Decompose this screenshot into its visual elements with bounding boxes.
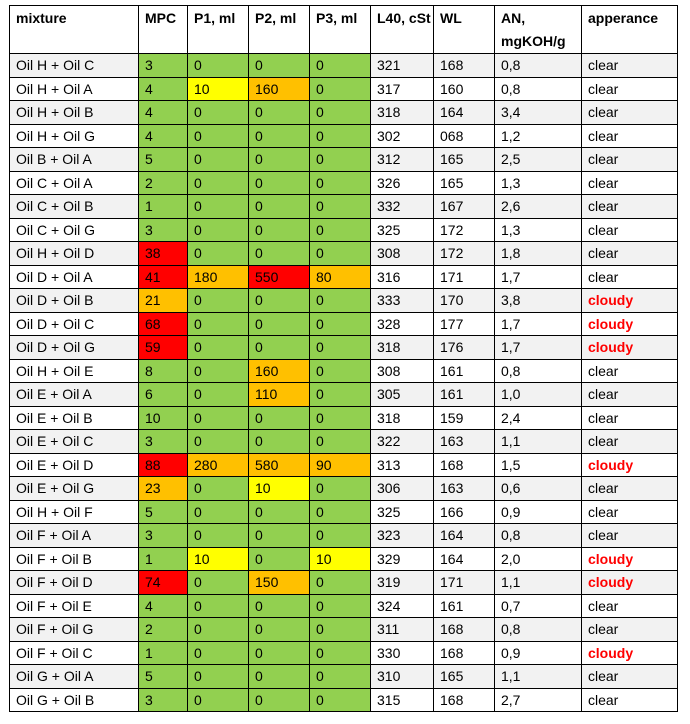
cell-mpc: 3 xyxy=(139,430,188,454)
cell-appearance: clear xyxy=(582,477,678,501)
cell-an: 1,8 xyxy=(495,242,582,266)
cell-l40: 318 xyxy=(371,336,434,360)
header-p2: P2, ml xyxy=(249,6,310,54)
cell-mixture: Oil F + Oil C xyxy=(10,641,139,665)
cell-p2: 0 xyxy=(249,171,310,195)
cell-an: 1,7 xyxy=(495,265,582,289)
cell-mpc: 3 xyxy=(139,54,188,78)
cell-p2: 580 xyxy=(249,453,310,477)
cell-p1: 0 xyxy=(188,242,249,266)
cell-l40: 323 xyxy=(371,524,434,548)
cell-p3: 10 xyxy=(310,547,371,571)
cell-p2: 0 xyxy=(249,500,310,524)
cell-l40: 316 xyxy=(371,265,434,289)
cell-wl: 161 xyxy=(434,383,495,407)
cell-l40: 315 xyxy=(371,688,434,712)
cell-p3: 80 xyxy=(310,265,371,289)
cell-p1: 180 xyxy=(188,265,249,289)
cell-p3: 0 xyxy=(310,618,371,642)
cell-p3: 0 xyxy=(310,336,371,360)
header-l40: L40, cSt xyxy=(371,6,434,54)
cell-mpc: 10 xyxy=(139,406,188,430)
cell-an: 1,0 xyxy=(495,383,582,407)
cell-p1: 0 xyxy=(188,477,249,501)
cell-appearance: clear xyxy=(582,265,678,289)
cell-an: 0,8 xyxy=(495,359,582,383)
header-mpc: MPC xyxy=(139,6,188,54)
cell-mixture: Oil G + Oil B xyxy=(10,688,139,712)
cell-mixture: Oil F + Oil D xyxy=(10,571,139,595)
cell-p3: 0 xyxy=(310,124,371,148)
cell-p2: 0 xyxy=(249,547,310,571)
cell-p3: 0 xyxy=(310,524,371,548)
cell-wl: 068 xyxy=(434,124,495,148)
cell-p3: 0 xyxy=(310,500,371,524)
table-row xyxy=(10,54,678,78)
cell-appearance: cloudy xyxy=(582,289,678,313)
cell-l40: 308 xyxy=(371,242,434,266)
cell-mpc: 74 xyxy=(139,571,188,595)
cell-mpc: 23 xyxy=(139,477,188,501)
cell-mixture: Oil C + Oil A xyxy=(10,171,139,195)
cell-p1: 0 xyxy=(188,383,249,407)
cell-p3: 0 xyxy=(310,289,371,313)
cell-appearance: clear xyxy=(582,195,678,219)
cell-appearance: cloudy xyxy=(582,336,678,360)
cell-appearance: clear xyxy=(582,124,678,148)
cell-mixture: Oil E + Oil B xyxy=(10,406,139,430)
cell-l40: 324 xyxy=(371,594,434,618)
cell-an: 1,1 xyxy=(495,571,582,595)
cell-appearance: clear xyxy=(582,406,678,430)
cell-mixture: Oil D + Oil G xyxy=(10,336,139,360)
cell-p1: 0 xyxy=(188,500,249,524)
table-row xyxy=(10,289,678,313)
cell-p2: 0 xyxy=(249,594,310,618)
cell-an: 1,7 xyxy=(495,336,582,360)
cell-appearance: clear xyxy=(582,101,678,125)
cell-p1: 0 xyxy=(188,524,249,548)
cell-p1: 0 xyxy=(188,406,249,430)
cell-mpc: 68 xyxy=(139,312,188,336)
cell-p2: 160 xyxy=(249,359,310,383)
cell-p3: 0 xyxy=(310,571,371,595)
cell-p2: 0 xyxy=(249,195,310,219)
cell-mpc: 88 xyxy=(139,453,188,477)
cell-l40: 325 xyxy=(371,500,434,524)
cell-p2: 0 xyxy=(249,54,310,78)
cell-l40: 325 xyxy=(371,218,434,242)
cell-wl: 165 xyxy=(434,665,495,689)
cell-wl: 164 xyxy=(434,547,495,571)
cell-wl: 176 xyxy=(434,336,495,360)
cell-wl: 166 xyxy=(434,500,495,524)
cell-mpc: 6 xyxy=(139,383,188,407)
cell-l40: 318 xyxy=(371,406,434,430)
cell-wl: 164 xyxy=(434,524,495,548)
cell-p2: 0 xyxy=(249,124,310,148)
cell-mixture: Oil H + Oil F xyxy=(10,500,139,524)
cell-wl: 165 xyxy=(434,148,495,172)
cell-wl: 168 xyxy=(434,641,495,665)
cell-appearance: clear xyxy=(582,359,678,383)
cell-p1: 0 xyxy=(188,218,249,242)
header-wl: WL xyxy=(434,6,495,54)
header-p3: P3, ml xyxy=(310,6,371,54)
cell-mixture: Oil G + Oil A xyxy=(10,665,139,689)
cell-an: 0,8 xyxy=(495,524,582,548)
cell-appearance: clear xyxy=(582,665,678,689)
table-row xyxy=(10,124,678,148)
cell-p2: 550 xyxy=(249,265,310,289)
cell-mixture: Oil D + Oil B xyxy=(10,289,139,313)
cell-an: 0,8 xyxy=(495,618,582,642)
header-p1: P1, ml xyxy=(188,6,249,54)
cell-l40: 326 xyxy=(371,171,434,195)
cell-p1: 0 xyxy=(188,618,249,642)
cell-an: 0,8 xyxy=(495,77,582,101)
cell-wl: 164 xyxy=(434,101,495,125)
header-mixture: mixture xyxy=(10,6,139,54)
cell-an: 2,7 xyxy=(495,688,582,712)
cell-mixture: Oil E + Oil C xyxy=(10,430,139,454)
table-row xyxy=(10,641,678,665)
cell-appearance: clear xyxy=(582,500,678,524)
cell-wl: 168 xyxy=(434,618,495,642)
cell-an: 1,3 xyxy=(495,218,582,242)
cell-p1: 0 xyxy=(188,289,249,313)
cell-p2: 10 xyxy=(249,477,310,501)
cell-mixture: Oil H + Oil E xyxy=(10,359,139,383)
cell-l40: 319 xyxy=(371,571,434,595)
table-row xyxy=(10,312,678,336)
cell-an: 1,3 xyxy=(495,171,582,195)
cell-p3: 0 xyxy=(310,242,371,266)
cell-mpc: 5 xyxy=(139,500,188,524)
cell-appearance: clear xyxy=(582,218,678,242)
cell-p1: 0 xyxy=(188,665,249,689)
cell-mpc: 8 xyxy=(139,359,188,383)
cell-wl: 170 xyxy=(434,289,495,313)
header-an: AN, mgKOH/g xyxy=(495,6,582,54)
cell-p2: 0 xyxy=(249,618,310,642)
cell-an: 2,0 xyxy=(495,547,582,571)
cell-an: 1,2 xyxy=(495,124,582,148)
cell-an: 2,6 xyxy=(495,195,582,219)
cell-appearance: clear xyxy=(582,618,678,642)
cell-appearance: clear xyxy=(582,54,678,78)
table-row xyxy=(10,195,678,219)
cell-l40: 302 xyxy=(371,124,434,148)
cell-l40: 333 xyxy=(371,289,434,313)
table-row xyxy=(10,665,678,689)
cell-wl: 171 xyxy=(434,265,495,289)
cell-an: 0,6 xyxy=(495,477,582,501)
cell-p1: 280 xyxy=(188,453,249,477)
table-row xyxy=(10,265,678,289)
cell-mixture: Oil H + Oil D xyxy=(10,242,139,266)
table-row xyxy=(10,336,678,360)
cell-l40: 318 xyxy=(371,101,434,125)
cell-l40: 306 xyxy=(371,477,434,501)
table-row xyxy=(10,594,678,618)
cell-mixture: Oil F + Oil G xyxy=(10,618,139,642)
table-row xyxy=(10,359,678,383)
cell-mpc: 38 xyxy=(139,242,188,266)
cell-appearance: cloudy xyxy=(582,453,678,477)
cell-appearance: clear xyxy=(582,171,678,195)
oil-mixture-table xyxy=(9,5,678,712)
cell-p1: 0 xyxy=(188,688,249,712)
cell-p1: 0 xyxy=(188,148,249,172)
table-row xyxy=(10,688,678,712)
cell-p3: 0 xyxy=(310,594,371,618)
cell-p2: 0 xyxy=(249,312,310,336)
cell-p3: 0 xyxy=(310,430,371,454)
cell-appearance: cloudy xyxy=(582,571,678,595)
cell-p1: 0 xyxy=(188,54,249,78)
cell-mpc: 1 xyxy=(139,641,188,665)
cell-wl: 168 xyxy=(434,54,495,78)
cell-p1: 0 xyxy=(188,195,249,219)
cell-p2: 0 xyxy=(249,688,310,712)
cell-p1: 0 xyxy=(188,124,249,148)
cell-p1: 10 xyxy=(188,547,249,571)
cell-l40: 329 xyxy=(371,547,434,571)
cell-p3: 0 xyxy=(310,477,371,501)
cell-mpc: 4 xyxy=(139,594,188,618)
cell-mixture: Oil E + Oil G xyxy=(10,477,139,501)
table-row xyxy=(10,618,678,642)
cell-mixture: Oil D + Oil A xyxy=(10,265,139,289)
cell-p3: 0 xyxy=(310,171,371,195)
cell-p2: 110 xyxy=(249,383,310,407)
cell-mpc: 2 xyxy=(139,618,188,642)
header-row xyxy=(10,6,678,54)
cell-l40: 313 xyxy=(371,453,434,477)
cell-an: 2,5 xyxy=(495,148,582,172)
cell-p1: 0 xyxy=(188,641,249,665)
cell-wl: 168 xyxy=(434,688,495,712)
cell-l40: 321 xyxy=(371,54,434,78)
cell-mixture: Oil F + Oil B xyxy=(10,547,139,571)
cell-mixture: Oil C + Oil B xyxy=(10,195,139,219)
cell-p1: 0 xyxy=(188,101,249,125)
table-row xyxy=(10,430,678,454)
cell-mixture: Oil H + Oil G xyxy=(10,124,139,148)
cell-appearance: cloudy xyxy=(582,312,678,336)
cell-mpc: 3 xyxy=(139,524,188,548)
cell-p3: 0 xyxy=(310,406,371,430)
cell-p3: 0 xyxy=(310,688,371,712)
cell-appearance: clear xyxy=(582,242,678,266)
cell-mpc: 1 xyxy=(139,547,188,571)
cell-p3: 90 xyxy=(310,453,371,477)
cell-p1: 0 xyxy=(188,571,249,595)
cell-wl: 159 xyxy=(434,406,495,430)
cell-p2: 0 xyxy=(249,101,310,125)
cell-appearance: clear xyxy=(582,524,678,548)
cell-wl: 167 xyxy=(434,195,495,219)
cell-wl: 165 xyxy=(434,171,495,195)
cell-appearance: clear xyxy=(582,383,678,407)
cell-l40: 317 xyxy=(371,77,434,101)
cell-an: 3,4 xyxy=(495,101,582,125)
cell-wl: 172 xyxy=(434,218,495,242)
cell-p1: 0 xyxy=(188,312,249,336)
cell-appearance: clear xyxy=(582,77,678,101)
cell-mixture: Oil H + Oil B xyxy=(10,101,139,125)
cell-mpc: 5 xyxy=(139,665,188,689)
cell-p2: 150 xyxy=(249,571,310,595)
table-row xyxy=(10,148,678,172)
cell-mpc: 3 xyxy=(139,218,188,242)
cell-mpc: 2 xyxy=(139,171,188,195)
cell-mpc: 4 xyxy=(139,101,188,125)
cell-mixture: Oil E + Oil A xyxy=(10,383,139,407)
cell-wl: 160 xyxy=(434,77,495,101)
cell-l40: 308 xyxy=(371,359,434,383)
table-row xyxy=(10,77,678,101)
table-row xyxy=(10,571,678,595)
cell-an: 1,1 xyxy=(495,430,582,454)
cell-wl: 163 xyxy=(434,477,495,501)
cell-mpc: 1 xyxy=(139,195,188,219)
cell-mpc: 41 xyxy=(139,265,188,289)
cell-p1: 0 xyxy=(188,336,249,360)
cell-p3: 0 xyxy=(310,665,371,689)
table-row xyxy=(10,547,678,571)
cell-l40: 330 xyxy=(371,641,434,665)
cell-mixture: Oil H + Oil C xyxy=(10,54,139,78)
cell-mixture: Oil B + Oil A xyxy=(10,148,139,172)
cell-mixture: Oil F + Oil A xyxy=(10,524,139,548)
cell-p3: 0 xyxy=(310,641,371,665)
table-row xyxy=(10,218,678,242)
cell-an: 3,8 xyxy=(495,289,582,313)
cell-p3: 0 xyxy=(310,218,371,242)
cell-mpc: 3 xyxy=(139,688,188,712)
cell-mpc: 4 xyxy=(139,124,188,148)
cell-an: 0,9 xyxy=(495,500,582,524)
table-body xyxy=(10,54,678,712)
cell-l40: 332 xyxy=(371,195,434,219)
cell-mixture: Oil C + Oil G xyxy=(10,218,139,242)
cell-an: 0,9 xyxy=(495,641,582,665)
cell-mpc: 5 xyxy=(139,148,188,172)
cell-an: 1,1 xyxy=(495,665,582,689)
cell-p3: 0 xyxy=(310,148,371,172)
cell-wl: 161 xyxy=(434,594,495,618)
cell-wl: 163 xyxy=(434,430,495,454)
cell-wl: 172 xyxy=(434,242,495,266)
cell-appearance: clear xyxy=(582,688,678,712)
cell-appearance: clear xyxy=(582,594,678,618)
cell-p2: 0 xyxy=(249,641,310,665)
cell-p3: 0 xyxy=(310,195,371,219)
cell-p3: 0 xyxy=(310,101,371,125)
cell-mixture: Oil H + Oil A xyxy=(10,77,139,101)
cell-p1: 0 xyxy=(188,594,249,618)
table-row xyxy=(10,500,678,524)
cell-p2: 0 xyxy=(249,406,310,430)
header-appearance: apperance xyxy=(582,6,678,54)
table-row xyxy=(10,101,678,125)
table-row xyxy=(10,477,678,501)
cell-mpc: 59 xyxy=(139,336,188,360)
cell-p2: 0 xyxy=(249,665,310,689)
table-row xyxy=(10,171,678,195)
cell-wl: 171 xyxy=(434,571,495,595)
cell-l40: 310 xyxy=(371,665,434,689)
cell-an: 1,5 xyxy=(495,453,582,477)
cell-p1: 0 xyxy=(188,430,249,454)
cell-p2: 0 xyxy=(249,289,310,313)
cell-appearance: clear xyxy=(582,430,678,454)
cell-l40: 322 xyxy=(371,430,434,454)
cell-mixture: Oil F + Oil E xyxy=(10,594,139,618)
cell-l40: 305 xyxy=(371,383,434,407)
cell-p2: 0 xyxy=(249,218,310,242)
cell-p2: 0 xyxy=(249,148,310,172)
cell-l40: 312 xyxy=(371,148,434,172)
table-row xyxy=(10,383,678,407)
cell-p2: 0 xyxy=(249,430,310,454)
cell-l40: 311 xyxy=(371,618,434,642)
cell-p1: 10 xyxy=(188,77,249,101)
cell-appearance: cloudy xyxy=(582,641,678,665)
table-row xyxy=(10,406,678,430)
cell-l40: 328 xyxy=(371,312,434,336)
cell-an: 2,4 xyxy=(495,406,582,430)
cell-appearance: clear xyxy=(582,148,678,172)
cell-wl: 168 xyxy=(434,453,495,477)
cell-an: 0,7 xyxy=(495,594,582,618)
cell-wl: 177 xyxy=(434,312,495,336)
cell-p3: 0 xyxy=(310,312,371,336)
cell-p3: 0 xyxy=(310,383,371,407)
cell-an: 0,8 xyxy=(495,54,582,78)
cell-p2: 0 xyxy=(249,524,310,548)
cell-p2: 0 xyxy=(249,336,310,360)
cell-mixture: Oil D + Oil C xyxy=(10,312,139,336)
cell-an: 1,7 xyxy=(495,312,582,336)
table-row xyxy=(10,453,678,477)
cell-p3: 0 xyxy=(310,54,371,78)
table-row xyxy=(10,242,678,266)
cell-p3: 0 xyxy=(310,359,371,383)
cell-p1: 0 xyxy=(188,359,249,383)
cell-p2: 0 xyxy=(249,242,310,266)
cell-wl: 161 xyxy=(434,359,495,383)
cell-p3: 0 xyxy=(310,77,371,101)
cell-mpc: 4 xyxy=(139,77,188,101)
table-row xyxy=(10,524,678,548)
table-header xyxy=(10,6,678,54)
cell-p1: 0 xyxy=(188,171,249,195)
cell-mpc: 21 xyxy=(139,289,188,313)
cell-appearance: cloudy xyxy=(582,547,678,571)
cell-mixture: Oil E + Oil D xyxy=(10,453,139,477)
cell-p2: 160 xyxy=(249,77,310,101)
